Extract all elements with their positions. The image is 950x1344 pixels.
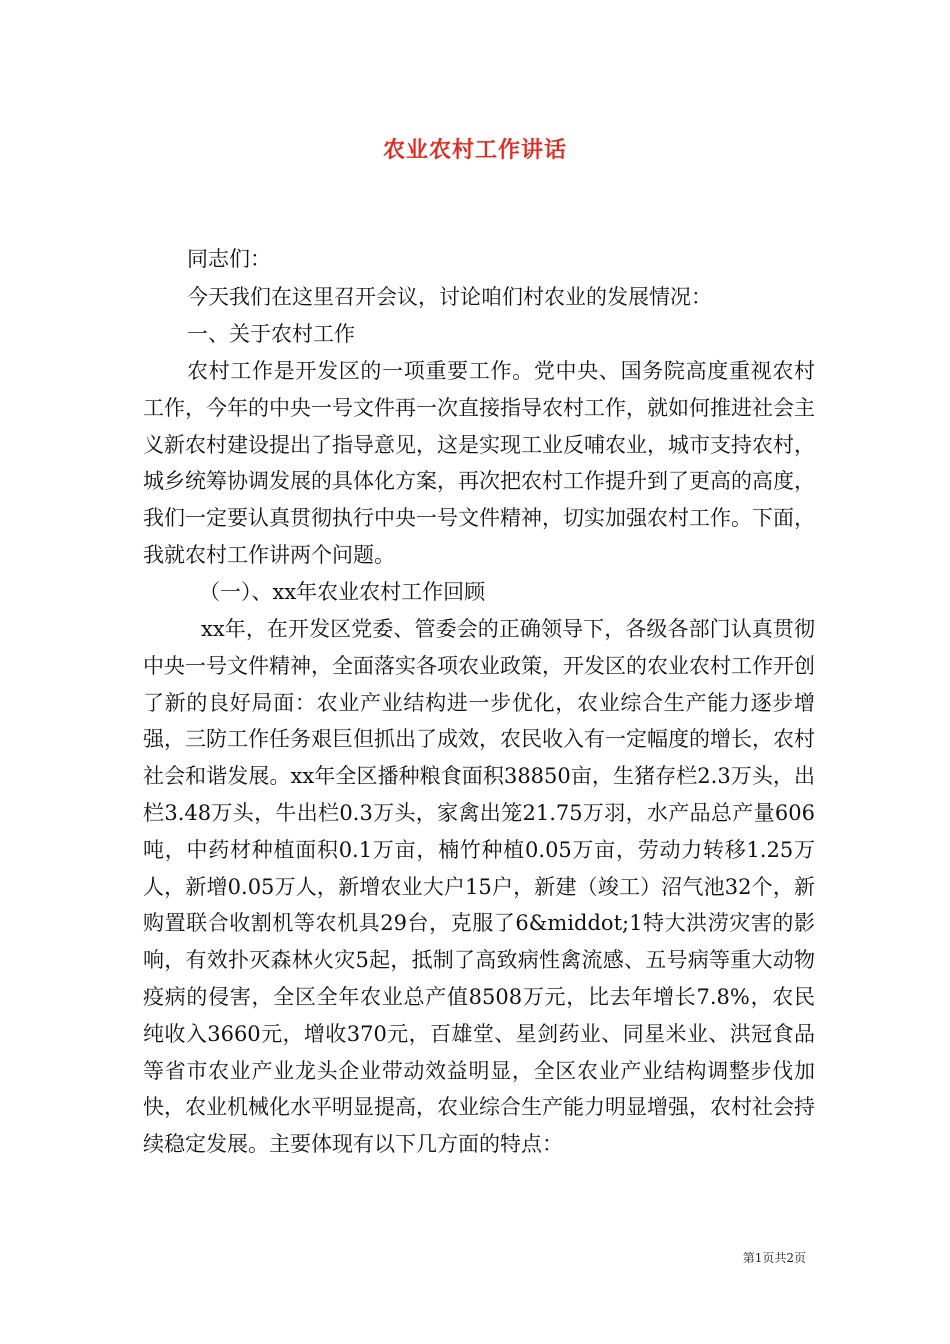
document-title: 农业农村工作讲话 <box>382 138 567 163</box>
subsection-heading: （一）、xx年农业农村工作回顾 <box>199 580 486 604</box>
intro-paragraph: 今天我们在这里召开会议，讨论咱们村农业的发展情况： <box>187 285 712 309</box>
page-number: 第1页共2页 <box>742 1251 806 1265</box>
body-paragraph-2: xx年，在开发区党委、管委会的正确领导下，各级各部门认真贯彻中央一号文件精神，全面落实各项农业政策，开发区的农业农村工作开创了新的良好局面：农业产业结构进一步优化，农业综合生产能力逐步增强，三防工作任务艰巨但抓出了成效，农民收入有一定幅度的增长，农村社会和谐发展。xx年全区播种粮食面积38850亩，生猪存栏2.3万头，出栏3.48万头，牛出栏0.3万头，家禽出笼21.75万羽，水产品总产量606吨，中药材种植面积0.1万亩，楠竹种植0.05万亩，劳动力转移1.25万人，新增0.05万人，新增农业大户15户，新建（竣工）沼气池32个，新购置联合收割机等农机具29台，克服了6&middot;1特大洪涝灾害的影响，有效扑灭森林火灾5起，抵制了高致病性禽流感、五号病等重大动物疫病的侵害，全区全年农业总产值8508万元，比去年增长7.8%，农民纯收入3660元，增收370元，百雄堂、星剑药业、同星米业、洪冠食品等省市农业产业龙头企业带动效益明显，全区农业产业结构调整步伐加快，农业机械化水平明显提高，农业综合生产能力明显增强，农村社会持续稳定发展。主要体现有以下几方面的特点： <box>143 617 815 1157</box>
section-heading: 一、关于农村工作 <box>187 322 355 346</box>
greeting: 同志们： <box>187 247 271 271</box>
body-paragraph-1: 农村工作是开发区的一项重要工作。党中央、国务院高度重视农村工作，今年的中央一号文件再一次直接指导农村工作，就如何推进社会主义新农村建设提出了指导意见，这是实现工业反哺农业，城市支持农村，城乡统筹协调发展的具体化方案，再次把农村工作提升到了更高的高度，我们一定要认真贯彻执行中央一号文件精神，切实加强农村工作。下面，我就农村工作讲两个问题。 <box>143 359 815 567</box>
